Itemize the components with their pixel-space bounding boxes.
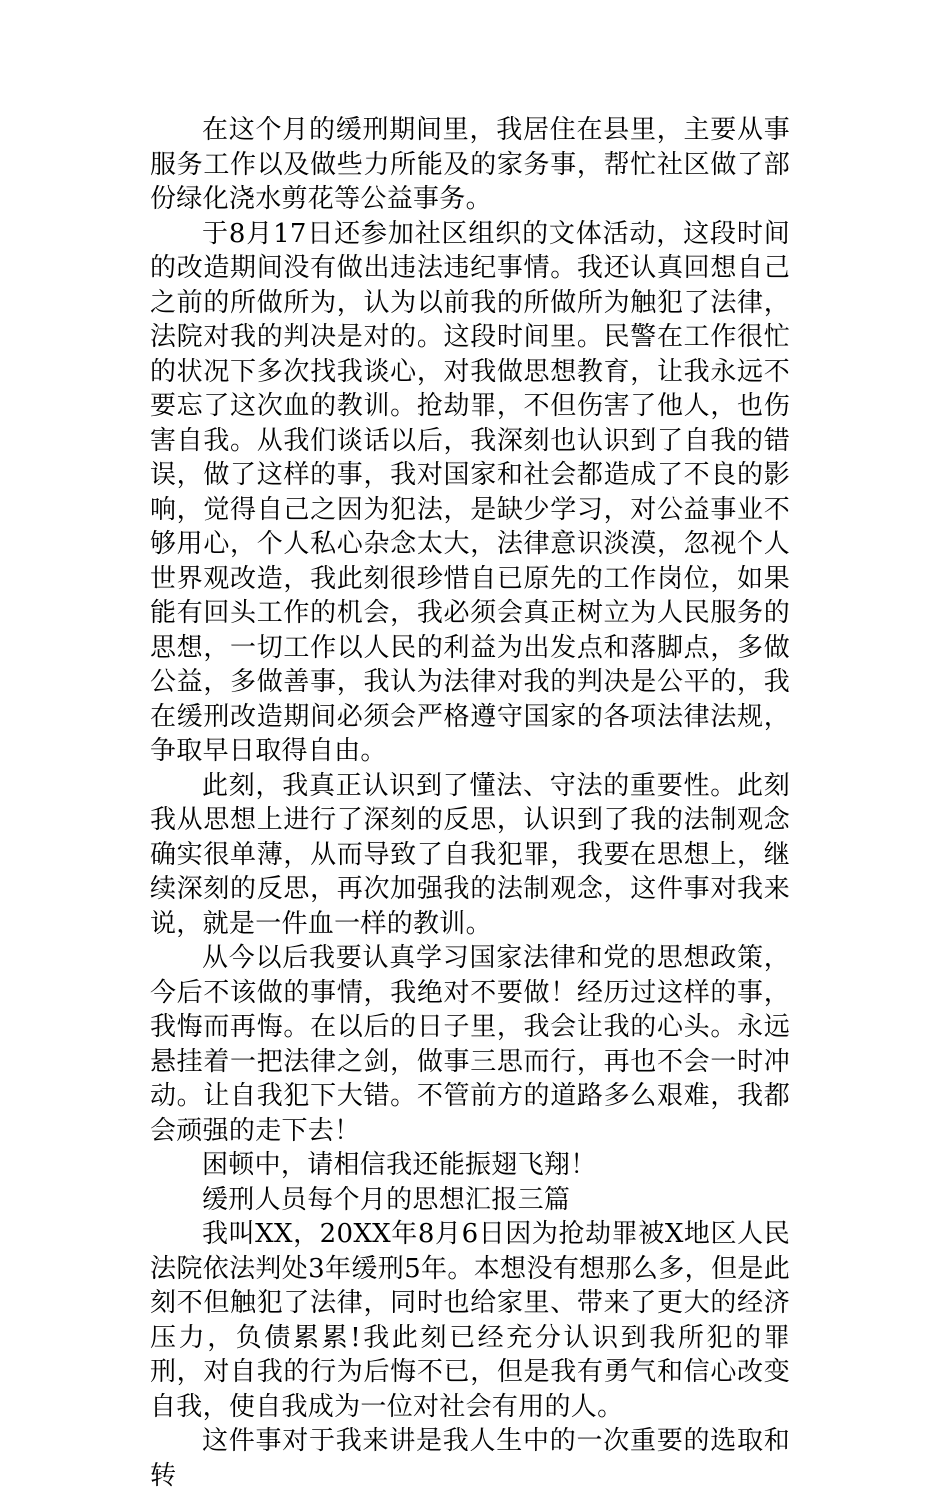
document-body (150, 113, 790, 1493)
section-heading: 缓刑人员每个月的思想汇报三篇 (202, 1184, 571, 1215)
paragraph-4: 从今以后我要认真学习国家法律和党的思想政策，今后不该做的事情，我绝对不要做！经历过这样的事，我悔而再悔。在以后的日子里，我会让我的心头。永远悬挂着一把法律之剑，做事三思而行，再也不会一时冲动。让自我犯下大错。不管前方的道路多么艰难，我都会顽强的走下去！ (150, 943, 790, 1146)
paragraph-5: 困顿中，请相信我还能振翅飞翔！ (202, 1150, 597, 1180)
paragraph-1: 在这个月的缓刑期间里，我居住在县里，主要从事服务工作以及做些力所能及的家务事，帮忙社区做了部份绿化浇水剪花等公益事务。 (150, 115, 790, 214)
paragraph-3: 此刻，我真正认识到了懂法、守法的重要性。此刻我从思想上进行了深刻的反思，认识到了我的法制观念确实很单薄，从而导致了自我犯罪，我要在思想上，继续深刻的反思，再次加强我的法制观念，这件事对我来说，就是一件血一样的教训。 (150, 770, 790, 939)
paragraph-7: 我叫XX，20XX年8月6日因为抢劫罪被X地区人民法院依法判处3年缓刑5年。本想没有想那么多，但是此刻不但触犯了法律，同时也给家里、带来了更大的经济压力，负债累累!我此刻已经充分认识到我所犯的罪刑，对自我的行为后悔不已，但是我有勇气和信心改变自我，使自我成为一位对社会有用的人。 (150, 1219, 790, 1422)
paragraph-2: 于8月17日还参加社区组织的文体活动，这段时间的改造期间没有做出违法违纪事情。我还认真回想自己之前的所做所为，认为以前我的所做所为触犯了法律，法院对我的判决是对的。这段时间里。民警在工作很忙的状况下多次找我谈心，对我做思想教育，让我永远不要忘了这次血的教训。抢劫罪，不但伤害了他人，也伤害自我。从我们谈话以后，我深刻也认识到了自我的错误，做了这样的事，我对国家和社会都造成了不良的影响，觉得自己之因为犯法，是缺少学习，对公益事业不够用心，个人私心杂念太大，法律意识淡漠，忽视个人世界观改造，我此刻很珍惜自已原先的工作岗位，如果能有回头工作的机会，我必须会真正树立为人民服务的思想，一切工作以人民的利益为出发点和落脚点，多做公益，多做善事，我认为法律对我的判决是公平的，我在缓刑改造期间必须会严格遵守国家的各项法律法规，争取早日取得自由。 (150, 218, 790, 766)
paragraph-8: 这件事对于我来讲是我人生中的一次重要的选取和转 (150, 1426, 790, 1491)
